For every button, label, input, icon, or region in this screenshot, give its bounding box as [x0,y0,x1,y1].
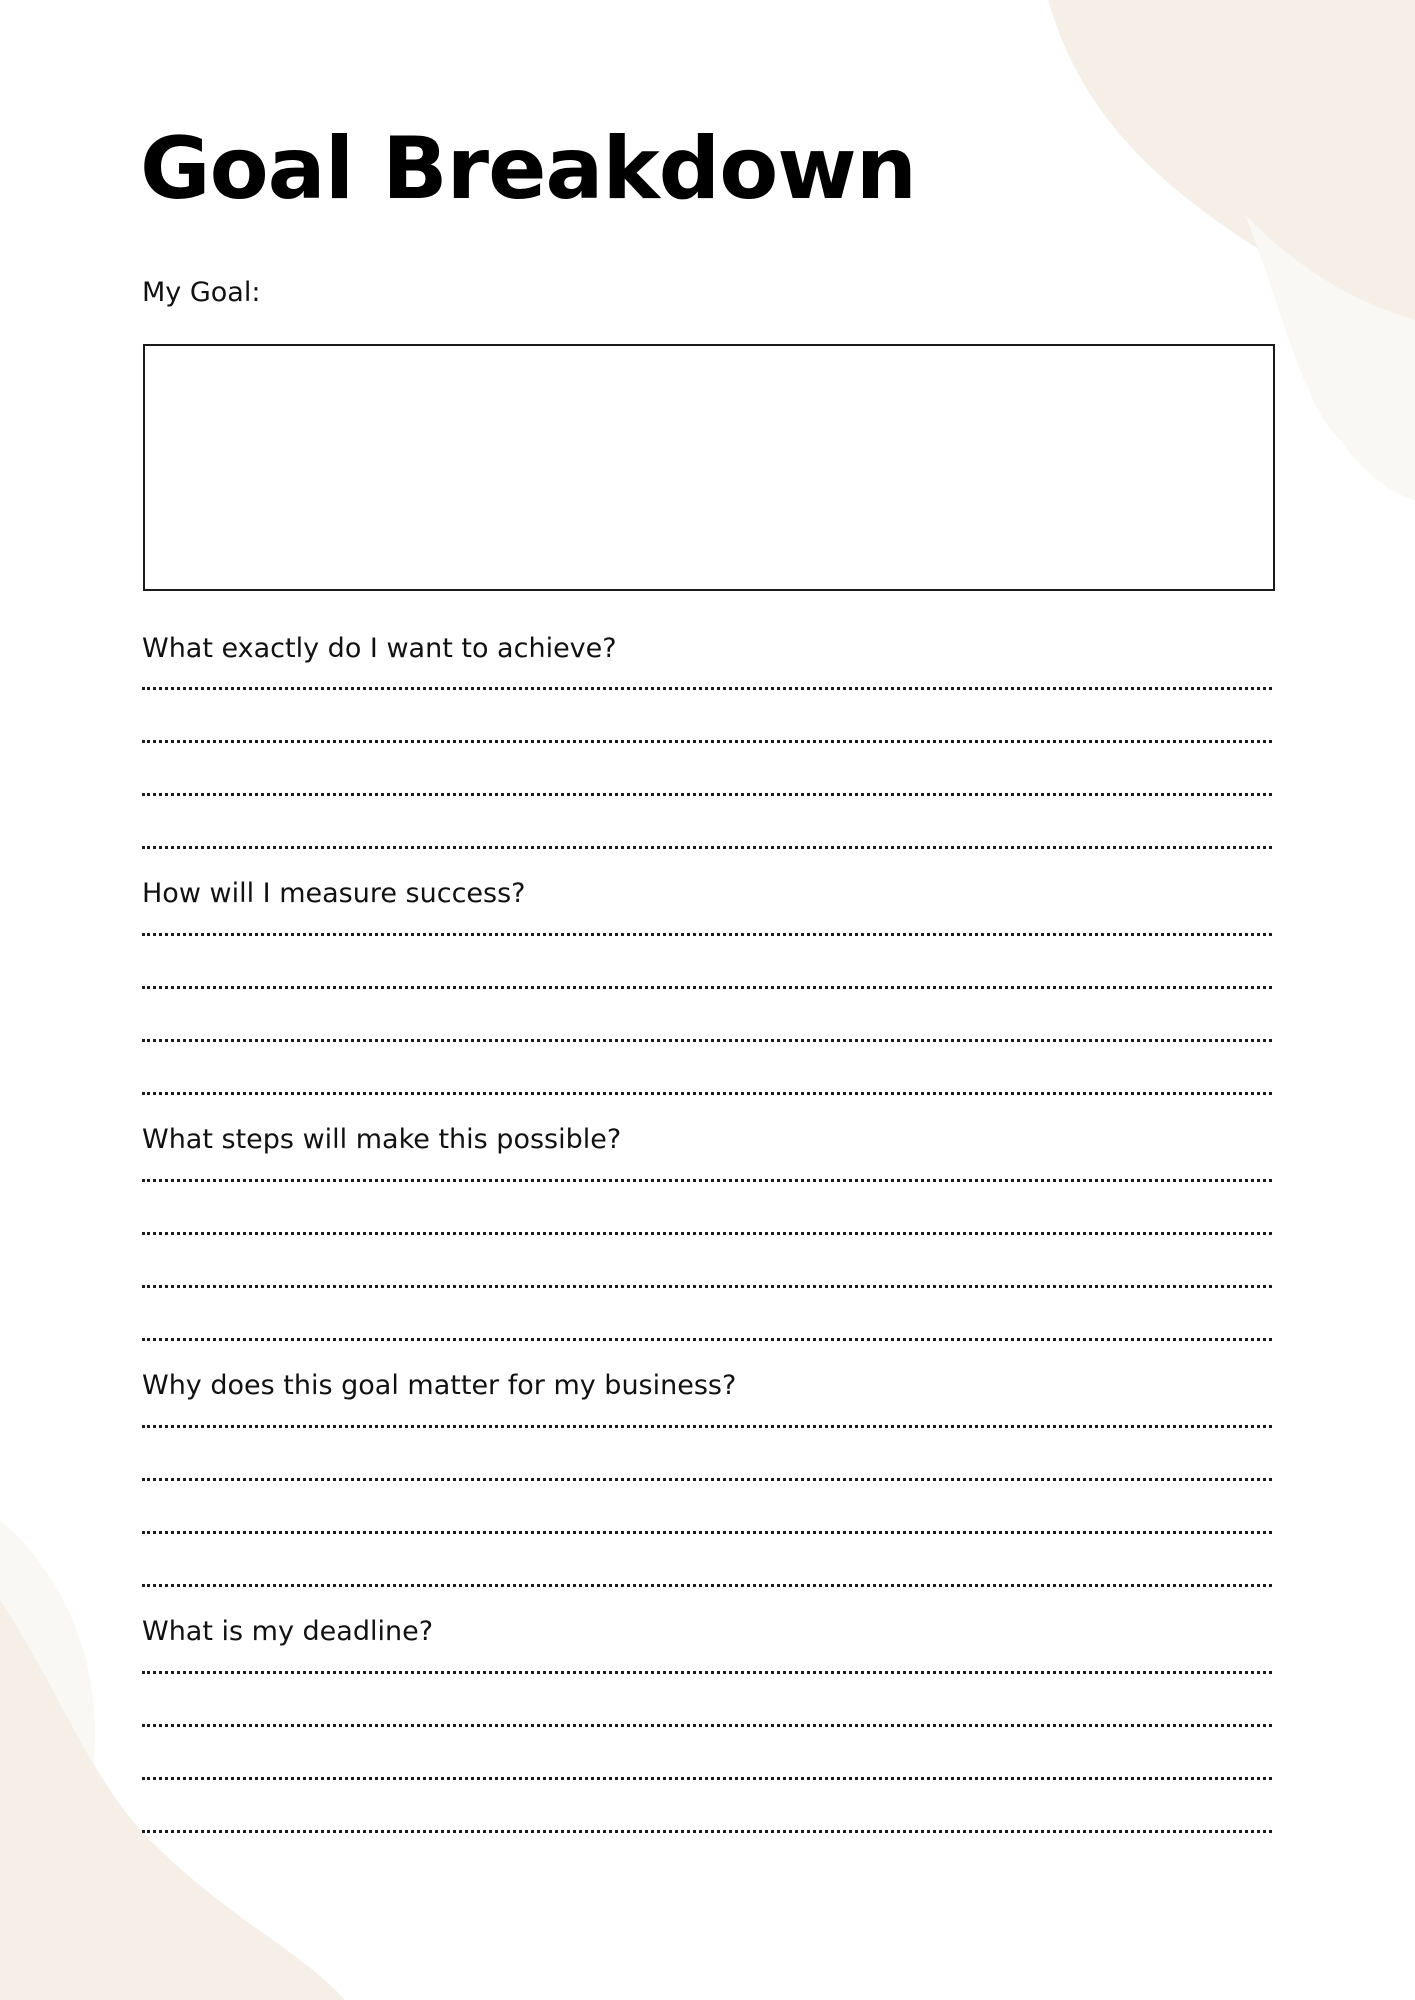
answer-line[interactable] [142,793,1272,796]
answer-line[interactable] [142,1092,1272,1095]
answer-line[interactable] [142,1039,1272,1042]
question-label: What steps will make this possible? [142,1124,622,1155]
answer-line[interactable] [142,986,1272,989]
answer-line[interactable] [142,1232,1272,1235]
answer-line[interactable] [142,1777,1272,1780]
goal-label: My Goal: [142,277,261,308]
answer-line[interactable] [142,1478,1272,1481]
answer-line[interactable] [142,740,1272,743]
answer-line[interactable] [142,1830,1272,1833]
answer-line[interactable] [142,846,1272,849]
answer-line[interactable] [142,1671,1272,1674]
answer-line[interactable] [142,1724,1272,1727]
answer-line[interactable] [142,1179,1272,1182]
answer-line[interactable] [142,1531,1272,1534]
goal-input-box[interactable] [143,344,1275,591]
question-label: How will I measure success? [142,878,526,909]
answer-line[interactable] [142,687,1272,690]
question-label: What exactly do I want to achieve? [142,633,617,664]
answer-line[interactable] [142,1425,1272,1428]
answer-line[interactable] [142,1338,1272,1341]
question-label: Why does this goal matter for my business? [142,1370,737,1401]
page-title: Goal Breakdown [140,119,916,219]
answer-line[interactable] [142,1285,1272,1288]
question-label: What is my deadline? [142,1616,434,1647]
answer-line[interactable] [142,933,1272,936]
answer-line[interactable] [142,1584,1272,1587]
